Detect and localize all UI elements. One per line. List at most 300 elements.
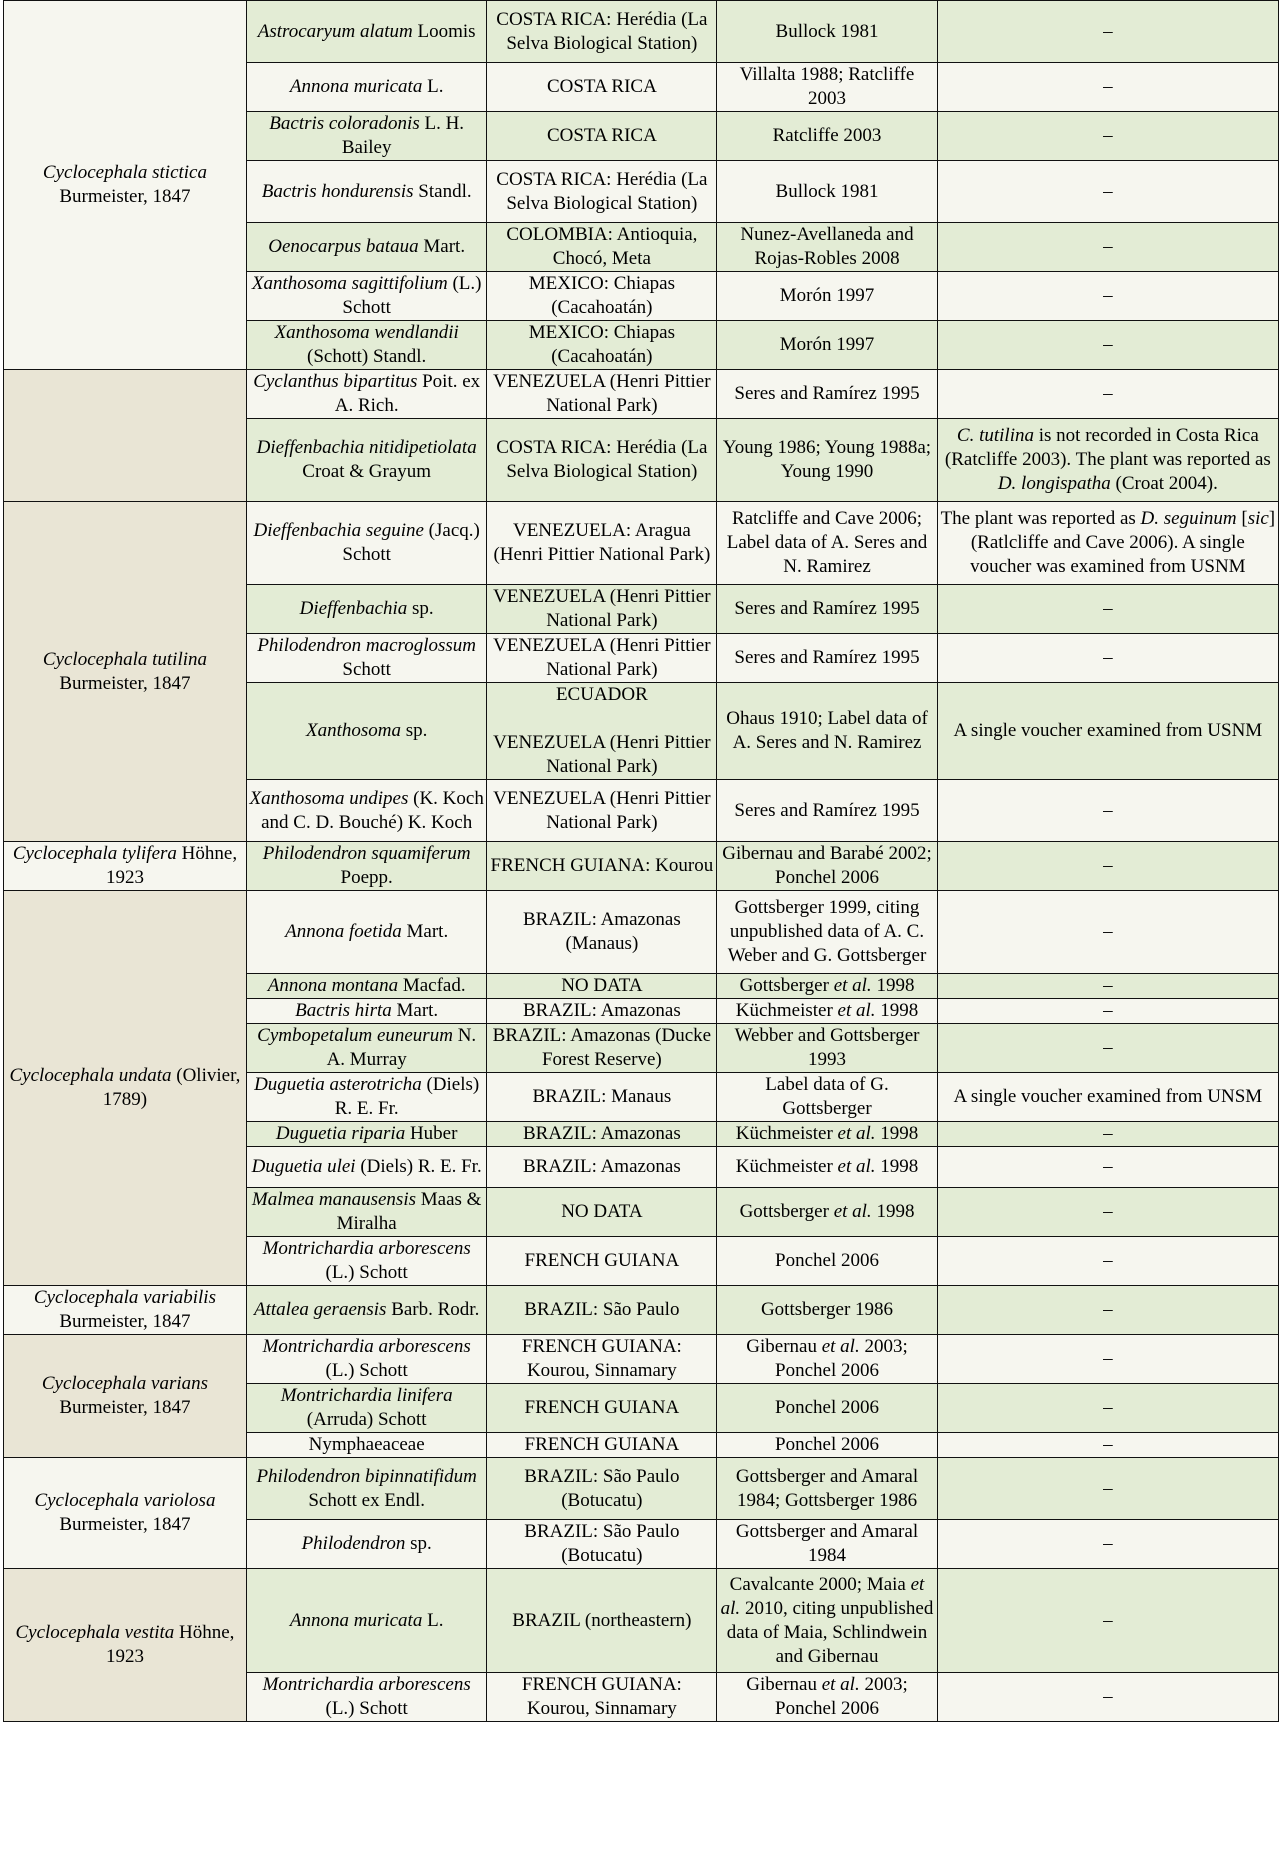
text: – <box>1103 1156 1113 1177</box>
notes-cell <box>937 419 1278 502</box>
italic-text: Duguetia riparia <box>275 1123 406 1144</box>
table-body <box>4 1 1279 1722</box>
species-cell <box>4 370 247 502</box>
text: Poepp. <box>340 867 393 888</box>
reference-cell <box>717 1122 937 1147</box>
locality-cell: FRENCH GUIANA <box>487 1237 717 1286</box>
notes-cell <box>937 502 1278 585</box>
italic-text: Montrichardia linifera <box>280 1385 453 1406</box>
notes-cell <box>937 370 1278 419</box>
plant-cell <box>246 272 487 321</box>
locality-cell: VENEZUELA: Aragua (Henri Pittier National Park) <box>487 502 717 585</box>
italic-text: Philodendron <box>301 1533 406 1554</box>
text: – <box>1103 1434 1113 1455</box>
italic-text: Bactris coloradonis <box>269 113 420 134</box>
locality-cell: NO DATA <box>487 974 717 999</box>
reference-cell <box>717 585 937 634</box>
text: Burmeister, 1847 <box>59 1397 191 1418</box>
reference-cell <box>717 1286 937 1335</box>
locality-cell: FRENCH GUIANA <box>487 1433 717 1458</box>
italic-text: Montrichardia arborescens <box>262 1336 471 1357</box>
species-cell <box>4 1335 247 1458</box>
notes-cell <box>937 974 1278 999</box>
notes-cell <box>937 683 1278 780</box>
notes-cell <box>937 999 1278 1024</box>
italic-text: Bactris hirta <box>295 1000 392 1021</box>
text: Gottsberger 1986 <box>760 1299 894 1320</box>
reference-cell <box>717 1520 937 1569</box>
reference-cell <box>717 321 937 370</box>
reference-cell <box>717 1673 937 1722</box>
text: 1998 <box>875 1000 919 1021</box>
text: – <box>1103 285 1113 306</box>
locality-cell: FRENCH GUIANA: Kourou <box>487 842 717 891</box>
italic-text: et al. <box>821 1336 860 1357</box>
text: – <box>1103 799 1113 821</box>
notes-cell <box>937 1 1278 63</box>
table-row <box>4 1569 1279 1673</box>
text: sp. <box>405 1533 432 1554</box>
reference-cell <box>717 1 937 63</box>
text: is not recorded in Costa Rica (Ratcliffe 2003). The plant was reported as <box>944 425 1271 470</box>
text: Gottsberger <box>739 975 834 996</box>
plant-cell <box>246 1 487 63</box>
notes-cell <box>937 634 1278 683</box>
text: – <box>1103 125 1113 146</box>
italic-text: Astrocaryum alatum <box>257 20 413 42</box>
species-cell <box>4 502 247 842</box>
text: – <box>1103 855 1113 876</box>
reference-cell <box>717 1188 937 1237</box>
text: Huber <box>405 1123 458 1144</box>
text: Schott <box>342 659 391 680</box>
plant-cell <box>246 842 487 891</box>
plant-cell <box>246 1384 487 1433</box>
plant-cell <box>246 502 487 585</box>
notes-cell <box>937 842 1278 891</box>
plant-cell <box>246 1458 487 1520</box>
text: Burmeister, 1847 <box>59 1311 191 1332</box>
reference-cell <box>717 502 937 585</box>
reference-cell <box>717 112 937 161</box>
notes-cell <box>937 780 1278 842</box>
table-row <box>4 1286 1279 1335</box>
notes-cell <box>937 1384 1278 1433</box>
notes-cell <box>937 321 1278 370</box>
notes-cell <box>937 891 1278 974</box>
text: Gibernau and Barabé 2002; Ponchel 2006 <box>722 843 932 888</box>
locality-cell: COLOMBIA: Antioquia, Chocó, Meta <box>487 223 717 272</box>
text: (L.) Schott <box>325 1262 408 1283</box>
text: Barb. Rodr. <box>386 1299 480 1320</box>
notes-cell <box>937 1237 1278 1286</box>
locality-cell: VENEZUELA (Henri Pittier National Park) <box>487 780 717 842</box>
italic-text: D. longispatha <box>997 473 1111 494</box>
italic-text: Annona muricata <box>289 1609 423 1631</box>
reference-cell <box>717 1335 937 1384</box>
italic-text: Cyclocephala tutilina <box>42 648 207 670</box>
text: (K. Koch and C. D. Bouché) K. Koch <box>261 787 484 833</box>
text: ] (Ratlcliffe and Cave 2006). A single voucher was examined from USNM <box>970 508 1276 577</box>
italic-text: Annona montana <box>267 975 399 996</box>
text: – <box>1103 1686 1113 1707</box>
reference-cell <box>717 1458 937 1520</box>
italic-text: Annona foetida <box>285 921 402 942</box>
notes-cell <box>937 1673 1278 1722</box>
text: Gottsberger <box>739 1201 834 1222</box>
text: – <box>1103 1348 1113 1369</box>
italic-text: Duguetia ulei <box>251 1156 356 1177</box>
text: Nunez-Avellaneda and Rojas-Robles 2008 <box>740 224 914 269</box>
text: Young 1986; Young 1988a; Young 1990 <box>722 437 932 482</box>
locality-cell: BRAZIL: Amazonas (Manaus) <box>487 891 717 974</box>
text: Ohaus 1910; Label data of A. Seres and N. Ramirez <box>726 708 928 753</box>
plant-cell <box>246 370 487 419</box>
italic-text: Dieffenbachia seguine <box>253 520 424 541</box>
reference-cell <box>717 223 937 272</box>
plant-cell <box>246 1673 487 1722</box>
plant-cell <box>246 999 487 1024</box>
text: – <box>1103 1477 1113 1499</box>
text: – <box>1103 1299 1113 1320</box>
text: – <box>1103 1037 1113 1058</box>
species-cell <box>4 1458 247 1569</box>
reference-cell <box>717 272 937 321</box>
text: – <box>1103 20 1113 42</box>
text: – <box>1103 921 1113 942</box>
italic-text: et al. <box>837 1156 876 1177</box>
italic-text: D. seguinum <box>1140 508 1237 529</box>
text: Seres and Ramírez 1995 <box>734 598 920 619</box>
locality-cell: BRAZIL: São Paulo (Botucatu) <box>487 1520 717 1569</box>
text: Standl. <box>413 180 472 202</box>
italic-text: Cyclocephala undata <box>9 1065 172 1086</box>
text: Ratcliffe and Cave 2006; Label data of A. Seres and N. Ramirez <box>726 508 928 577</box>
text: L. <box>422 1609 444 1631</box>
reference-cell <box>717 1237 937 1286</box>
notes-cell <box>937 1520 1278 1569</box>
plant-cell <box>246 63 487 112</box>
text: L. H. Bailey <box>341 113 465 158</box>
italic-text: et al. <box>837 1123 876 1144</box>
notes-cell <box>937 1188 1278 1237</box>
reference-cell <box>717 1024 937 1073</box>
reference-cell <box>717 419 937 502</box>
text: Croat & Grayum <box>302 461 432 482</box>
table-row <box>4 502 1279 585</box>
text: Label data of G. Gottsberger <box>765 1074 889 1119</box>
plant-cell <box>246 974 487 999</box>
text: Webber and Gottsberger 1993 <box>734 1025 920 1070</box>
reference-cell <box>717 1384 937 1433</box>
text: Villalta 1988; Ratcliffe 2003 <box>739 64 915 109</box>
plant-cell <box>246 891 487 974</box>
locality-cell: COSTA RICA: Herédia (La Selva Biological Station) <box>487 419 717 502</box>
text: (Schott) Standl. <box>307 346 427 367</box>
species-cell <box>4 891 247 1286</box>
text: sp. <box>400 720 428 741</box>
italic-text: Xanthosoma sagittifolium <box>251 273 448 294</box>
notes-cell <box>937 1458 1278 1520</box>
text: (Jacq.) Schott <box>342 520 480 565</box>
reference-cell <box>717 842 937 891</box>
notes-cell <box>937 1122 1278 1147</box>
plant-cell <box>246 1122 487 1147</box>
italic-text: Xanthosoma undipes <box>249 787 409 809</box>
table-row <box>4 842 1279 891</box>
plant-cell <box>246 1073 487 1122</box>
plant-cell <box>246 161 487 223</box>
text: Küchmeister <box>735 1000 838 1021</box>
table-row <box>4 1458 1279 1520</box>
text: Maas & Miralha <box>336 1189 482 1234</box>
species-cell <box>4 1 247 370</box>
reference-cell <box>717 63 937 112</box>
text: – <box>1103 334 1113 355</box>
locality-cell: BRAZIL (northeastern) <box>487 1569 717 1673</box>
table-row <box>4 891 1279 974</box>
text: Gottsberger and Amaral 1984; Gottsberger 1986 <box>735 1465 919 1511</box>
locality-cell: VENEZUELA (Henri Pittier National Park) <box>487 370 717 419</box>
italic-text: Xanthosoma wendlandii <box>274 322 459 343</box>
text: Höhne, 1923 <box>105 1622 235 1667</box>
notes-cell <box>937 112 1278 161</box>
locality-cell: BRAZIL: Amazonas <box>487 999 717 1024</box>
text: – <box>1103 598 1113 619</box>
text: (L.) Schott <box>325 1360 408 1381</box>
text: 2003; Ponchel 2006 <box>775 1336 908 1381</box>
text: Seres and Ramírez 1995 <box>734 383 920 404</box>
notes-cell <box>937 272 1278 321</box>
text: – <box>1103 236 1113 257</box>
text: (Croat 2004). <box>1110 473 1218 494</box>
text: Loomis <box>412 20 476 42</box>
text: 2010, citing unpublished data of Maia, Schlindwein and Gibernau <box>726 1597 934 1667</box>
notes-cell <box>937 1569 1278 1673</box>
italic-text: C. tutilina <box>956 425 1034 446</box>
text: Burmeister, 1847 <box>59 186 191 207</box>
locality-cell: MEXICO: Chiapas (Cacahoatán) <box>487 272 717 321</box>
italic-text: Oenocarpus bataua <box>268 236 419 257</box>
italic-text: Duguetia asterotricha <box>254 1074 422 1095</box>
plant-cell <box>246 585 487 634</box>
italic-text: et al. <box>833 1201 872 1222</box>
text: (Arruda) Schott <box>306 1409 427 1430</box>
text: Bullock 1981 <box>775 20 879 42</box>
text: 1998 <box>875 1156 919 1177</box>
reference-cell <box>717 974 937 999</box>
text: L. <box>422 76 444 97</box>
text: Cavalcante 2000; Maia <box>729 1573 911 1595</box>
reference-cell <box>717 891 937 974</box>
table-row <box>4 1 1279 63</box>
text: Seres and Ramírez 1995 <box>734 799 920 821</box>
locality-cell: FRENCH GUIANA: Kourou, Sinnamary <box>487 1673 717 1722</box>
notes-cell <box>937 1024 1278 1073</box>
text: Nymphaeaceae <box>308 1434 425 1455</box>
notes-cell <box>937 585 1278 634</box>
text: 1998 <box>871 1201 915 1222</box>
plant-cell <box>246 1188 487 1237</box>
text: Morón 1997 <box>779 334 875 355</box>
text: A single voucher examined from USNM <box>953 720 1263 741</box>
plant-cell <box>246 1433 487 1458</box>
text: N. A. Murray <box>326 1025 477 1070</box>
italic-text: Cyclocephala tylifera <box>12 843 177 864</box>
text: Ponchel 2006 <box>775 1397 879 1418</box>
text: (Olivier, 1789) <box>102 1065 241 1110</box>
table-row <box>4 370 1279 419</box>
italic-text: Montrichardia arborescens <box>262 1238 471 1259</box>
notes-cell <box>937 161 1278 223</box>
plant-cell <box>246 1286 487 1335</box>
reference-cell <box>717 683 937 780</box>
reference-cell <box>717 1433 937 1458</box>
text: (Diels) R. E. Fr. <box>334 1074 480 1119</box>
notes-cell <box>937 1147 1278 1188</box>
text: – <box>1103 1609 1113 1631</box>
text: 1998 <box>875 1123 919 1144</box>
host-plant-table <box>3 0 1279 1722</box>
text: – <box>1103 1533 1113 1554</box>
italic-text: Philodendron squamiferum <box>262 843 471 864</box>
text: Gibernau <box>746 1336 822 1357</box>
plant-cell <box>246 1569 487 1673</box>
reference-cell <box>717 1073 937 1122</box>
text: Mart. <box>391 1000 439 1021</box>
species-cell <box>4 1569 247 1722</box>
notes-cell <box>937 1286 1278 1335</box>
italic-text: Cyclocephala vestita <box>15 1622 175 1643</box>
text: Gottsberger and Amaral 1984 <box>735 1521 919 1566</box>
text: Burmeister, 1847 <box>59 672 191 694</box>
text: – <box>1103 383 1113 404</box>
text: Mart. <box>401 921 449 942</box>
reference-cell <box>717 780 937 842</box>
text: – <box>1103 647 1113 668</box>
text: Küchmeister <box>735 1156 838 1177</box>
plant-cell <box>246 112 487 161</box>
reference-cell <box>717 634 937 683</box>
species-cell <box>4 1286 247 1335</box>
text: Schott ex Endl. <box>308 1489 425 1511</box>
text: 2003; Ponchel 2006 <box>775 1674 908 1719</box>
locality-cell: BRAZIL: São Paulo (Botucatu) <box>487 1458 717 1520</box>
notes-cell <box>937 1335 1278 1384</box>
text: – <box>1103 975 1113 996</box>
plant-cell <box>246 780 487 842</box>
italic-text: sic <box>1247 508 1269 529</box>
italic-text: Bactris hondurensis <box>261 180 414 202</box>
italic-text: Annona muricata <box>289 76 423 97</box>
text: Mart. <box>418 236 466 257</box>
text: Ratcliffe 2003 <box>772 125 882 146</box>
locality-cell: BRAZIL: São Paulo <box>487 1286 717 1335</box>
locality-cell: BRAZIL: Amazonas <box>487 1122 717 1147</box>
locality-cell: BRAZIL: Amazonas (Ducke Forest Reserve) <box>487 1024 717 1073</box>
italic-text: Cyclocephala stictica <box>42 162 207 183</box>
italic-text: Philodendron bipinnatifidum <box>256 1465 477 1487</box>
italic-text: Cyclocephala varians <box>41 1373 209 1394</box>
text: Macfad. <box>398 975 466 996</box>
locality-cell: COSTA RICA <box>487 112 717 161</box>
italic-text: Montrichardia arborescens <box>262 1674 471 1695</box>
text: – <box>1103 76 1113 97</box>
text: – <box>1103 1250 1113 1271</box>
reference-cell <box>717 1569 937 1673</box>
text: A single voucher examined from UNSM <box>953 1086 1263 1107</box>
plant-cell <box>246 1147 487 1188</box>
text: Burmeister, 1847 <box>59 1514 191 1535</box>
text: Morón 1997 <box>779 285 875 306</box>
locality-cell: COSTA RICA: Herédia (La Selva Biological Station) <box>487 161 717 223</box>
locality-cell: BRAZIL: Manaus <box>487 1073 717 1122</box>
locality-cell: NO DATA <box>487 1188 717 1237</box>
plant-cell <box>246 1335 487 1384</box>
italic-text: Cyclanthus bipartitus <box>253 371 418 392</box>
locality-cell: COSTA RICA: Herédia (La Selva Biological Station) <box>487 1 717 63</box>
italic-text: Cyclocephala variolosa <box>34 1490 216 1511</box>
locality-cell: FRENCH GUIANA: Kourou, Sinnamary <box>487 1335 717 1384</box>
locality-cell: BRAZIL: Amazonas <box>487 1147 717 1188</box>
plant-cell <box>246 419 487 502</box>
italic-text: Cymbopetalum euneurum <box>257 1025 453 1046</box>
reference-cell <box>717 999 937 1024</box>
notes-cell <box>937 63 1278 112</box>
italic-text: et al. <box>837 1000 876 1021</box>
text: Ponchel 2006 <box>775 1434 879 1455</box>
plant-cell <box>246 634 487 683</box>
plant-cell <box>246 321 487 370</box>
text: Ponchel 2006 <box>775 1250 879 1271</box>
plant-cell <box>246 683 487 780</box>
reference-cell <box>717 1147 937 1188</box>
text: Seres and Ramírez 1995 <box>734 647 920 668</box>
italic-text: et al. <box>833 975 872 996</box>
text: (Diels) R. E. Fr. <box>355 1156 482 1177</box>
locality-cell: VENEZUELA (Henri Pittier National Park) <box>487 585 717 634</box>
italic-text: Xanthosoma <box>305 720 401 741</box>
italic-text: et al. <box>720 1573 925 1619</box>
text: sp. <box>407 598 434 619</box>
text: Poit. ex A. Rich. <box>334 371 481 416</box>
text: Gibernau <box>746 1674 822 1695</box>
italic-text: Dieffenbachia nitidipetiolata <box>256 437 477 458</box>
plant-cell <box>246 1520 487 1569</box>
text: Bullock 1981 <box>775 180 879 202</box>
text: – <box>1103 1201 1113 1222</box>
italic-text: Cyclocephala variabilis <box>33 1287 216 1308</box>
text: – <box>1103 1123 1113 1144</box>
locality-cell: MEXICO: Chiapas (Cacahoatán) <box>487 321 717 370</box>
text: Gottsberger 1999, citing unpublished data of A. C. Weber and G. Gottsberger <box>727 897 927 966</box>
locality-cell: COSTA RICA <box>487 63 717 112</box>
text: (L.) Schott <box>342 273 482 318</box>
text: Höhne, 1923 <box>105 843 238 888</box>
italic-text: Attalea geraensis <box>254 1299 387 1320</box>
locality-cell: FRENCH GUIANA <box>487 1384 717 1433</box>
italic-text: Philodendron macroglossum <box>257 635 476 656</box>
locality-cell: ECUADOR VENEZUELA (Henri Pittier National Park) <box>487 683 717 780</box>
text: (L.) Schott <box>325 1698 408 1719</box>
notes-cell <box>937 1073 1278 1122</box>
italic-text: Dieffenbachia <box>299 598 408 619</box>
italic-text: et al. <box>821 1674 860 1695</box>
text: – <box>1103 1397 1113 1418</box>
table-row <box>4 1335 1279 1384</box>
plant-cell <box>246 1237 487 1286</box>
notes-cell <box>937 223 1278 272</box>
